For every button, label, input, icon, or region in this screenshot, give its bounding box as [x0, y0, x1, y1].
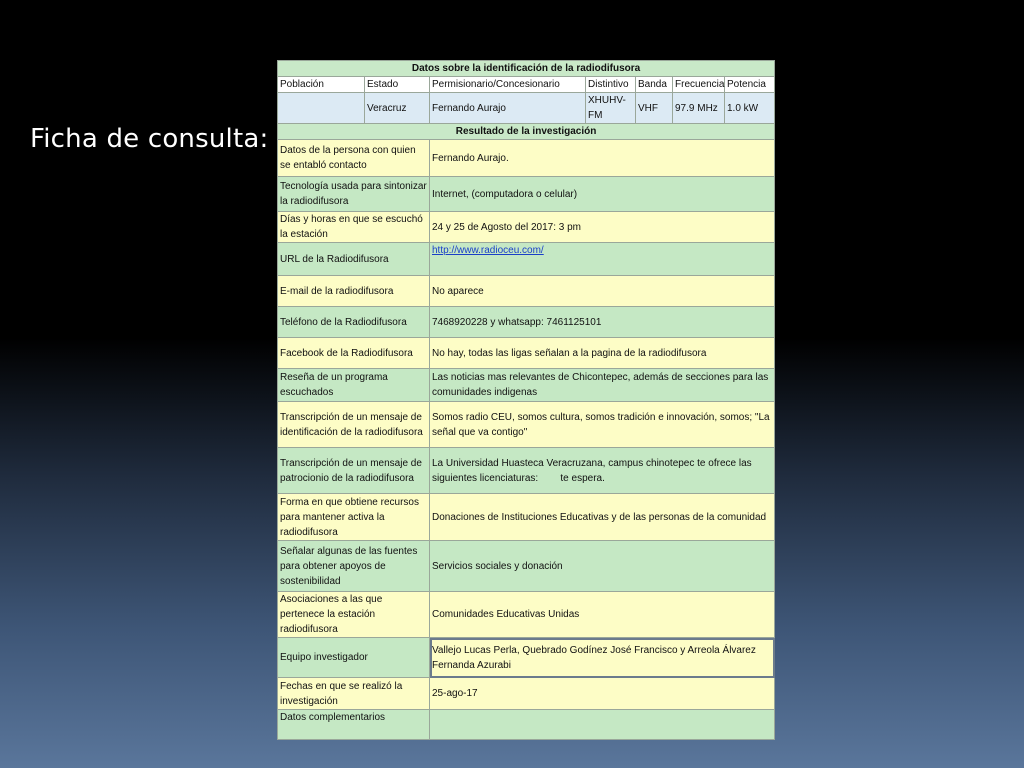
slide-title: Ficha de consulta: [30, 124, 269, 154]
row-label-fuentes-apoyo[interactable]: Señalar algunas de las fuentes para obtener apoyos de sostenibilidad [278, 541, 430, 592]
row-label-mensaje-identificacion[interactable]: Transcripción de un mensaje de identificación de la radiodifusora [278, 402, 430, 448]
row-label-mensaje-patrocinio[interactable]: Transcripción de un mensaje de patrocionio de la radiodifusora [278, 448, 430, 494]
url-link[interactable]: http://www.radioceu.com/ [432, 245, 544, 256]
header-distintivo[interactable]: Distintivo [586, 77, 636, 93]
value-frecuencia[interactable]: 97.9 MHz [673, 93, 725, 124]
header-potencia[interactable]: Potencia [725, 77, 775, 93]
row-label-asociaciones[interactable]: Asociaciones a las que pertenece la estación radiodifusora [278, 592, 430, 638]
header-poblacion[interactable]: Población [278, 77, 365, 93]
row-value-fechas[interactable]: 25-ago-17 [430, 678, 775, 710]
row-label-telefono[interactable]: Teléfono de la Radiodifusora [278, 307, 430, 338]
row-label-contacto[interactable]: Datos de la persona con quien se entabló contacto [278, 140, 430, 177]
value-estado[interactable]: Veracruz [365, 93, 430, 124]
row-label-recursos[interactable]: Forma en que obtiene recursos para mantener activa la radiodifusora [278, 494, 430, 541]
consultation-sheet [277, 60, 774, 723]
row-value-dias-horas[interactable]: 24 y 25 de Agosto del 2017: 3 pm [430, 212, 775, 243]
row-value-asociaciones[interactable]: Comunidades Educativas Unidas [430, 592, 775, 638]
row-value-resena[interactable]: Las noticias mas relevantes de Chicontepec, además de secciones para las comunidades indigenas [430, 369, 775, 402]
row-label-facebook[interactable]: Facebook de la Radiodifusora [278, 338, 430, 369]
row-value-equipo[interactable]: Vallejo Lucas Perla, Quebrado Godínez José Francisco y Arreola Álvarez Fernanda Azurabi [430, 638, 775, 678]
row-label-fechas[interactable]: Fechas en que se realizó la investigación [278, 678, 430, 710]
value-distintivo[interactable]: XHUHV-FM [586, 93, 636, 124]
row-value-telefono[interactable]: 7468920228 y whatsapp: 7461125101 [430, 307, 775, 338]
section-title-identification[interactable]: Datos sobre la identificación de la radiodifusora [278, 61, 775, 77]
row-value-facebook[interactable]: No hay, todas las ligas señalan a la pagina de la radiodifusora [430, 338, 775, 369]
row-label-url[interactable]: URL de la Radiodifusora [278, 243, 430, 276]
row-value-url[interactable] [430, 243, 775, 276]
row-value-mensaje-patrocinio[interactable]: La Universidad Huasteca Veracruzana, campus chinotepec te ofrece las siguientes licenciaturas: te espera. [430, 448, 775, 494]
row-value-tecnologia[interactable]: Internet, (computadora o celular) [430, 177, 775, 212]
row-label-complementarios[interactable]: Datos complementarios [278, 710, 430, 740]
row-label-equipo[interactable]: Equipo investigador [278, 638, 430, 678]
section-title-results[interactable]: Resultado de la investigación [278, 124, 775, 140]
value-potencia[interactable]: 1.0 kW [725, 93, 775, 124]
row-label-dias-horas[interactable]: Días y horas en que se escuchó la estación [278, 212, 430, 243]
header-banda[interactable]: Banda [636, 77, 673, 93]
row-label-resena[interactable]: Reseña de un programa escuchados [278, 369, 430, 402]
header-estado[interactable]: Estado [365, 77, 430, 93]
row-value-recursos[interactable]: Donaciones de Instituciones Educativas y de las personas de la comunidad [430, 494, 775, 541]
value-banda[interactable]: VHF [636, 93, 673, 124]
row-value-email[interactable]: No aparece [430, 276, 775, 307]
value-permisionario[interactable]: Fernando Aurajo [430, 93, 586, 124]
row-value-contacto[interactable]: Fernando Aurajo. [430, 140, 775, 177]
header-frecuencia[interactable]: Frecuencia [673, 77, 725, 93]
header-permisionario[interactable]: Permisionario/Concesionario [430, 77, 586, 93]
row-value-fuentes-apoyo[interactable]: Servicios sociales y donación [430, 541, 775, 592]
row-label-email[interactable]: E-mail de la radiodifusora [278, 276, 430, 307]
value-poblacion[interactable] [278, 93, 365, 124]
row-label-tecnologia[interactable]: Tecnología usada para sintonizar la radiodifusora [278, 177, 430, 212]
row-value-mensaje-identificacion[interactable]: Somos radio CEU, somos cultura, somos tradición e innovación, somos; "La señal que va contigo" [430, 402, 775, 448]
row-value-complementarios[interactable] [430, 710, 775, 740]
sheet-table [277, 60, 775, 740]
